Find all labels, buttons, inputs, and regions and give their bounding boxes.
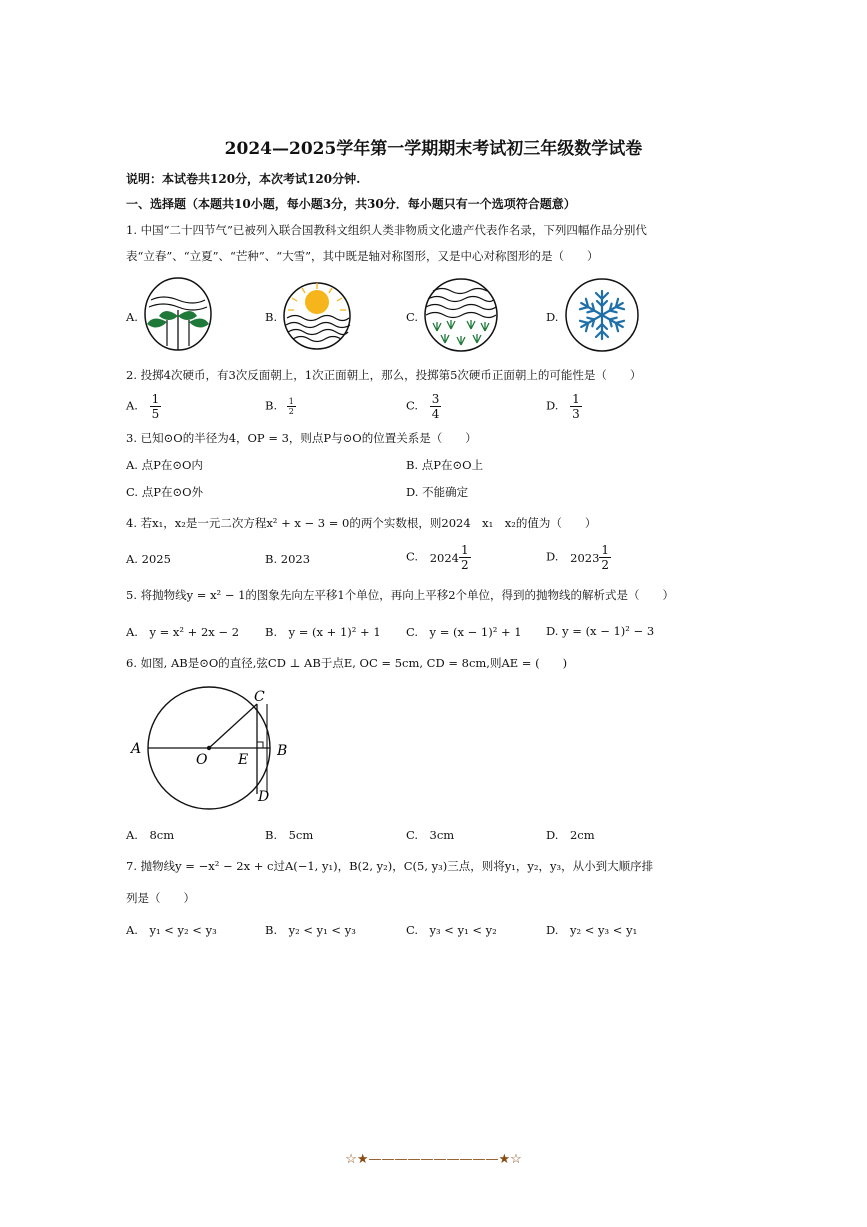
- label-b: B: [277, 743, 288, 759]
- question-6-stem: 6. 如图, AB是⊙O的直径,弦CD ⊥ AB于点E, OC = 5cm, CD = 8cm,则AE = ( ): [126, 656, 568, 670]
- question-7-line-2: 列是（ ）: [126, 891, 195, 905]
- q4-option-a[interactable]: [126, 552, 171, 566]
- q3-option-a[interactable]: A. 点P在⊙O内: [126, 458, 203, 472]
- question-2-stem: 2. 投掷4次硬币，有3次反面朝上，1次正面朝上，那么，投掷第5次硬币正面朝上的可能性是（ ）: [126, 368, 642, 382]
- q4-option-c[interactable]: [406, 543, 471, 572]
- question-3-stem: 3. 已知⊙O的半径为4，OP = 3，则点P与⊙O的位置关系是（ ）: [126, 431, 477, 445]
- label-e: E: [238, 752, 249, 768]
- lichun-sprout-icon: [143, 276, 213, 352]
- question-1-line-2: 表“立春”、“立夏”、“芒种”、“大雪”，其中既是轴对称图形，又是中心对称图形的是（ ）: [126, 249, 599, 263]
- fraction: $\frac{1}{2}$: [460, 543, 469, 572]
- question-5-stem: 5. 将抛物线y = x² − 1的图象先向左平移1个单位，再向上平移2个单位，得到的抛物线的解析式是（ ）: [126, 588, 675, 602]
- exam-title: 2024—2025学年第一学期期末考试初三年级数学试卷: [224, 139, 643, 159]
- q7-option-d[interactable]: D. y₂ < y₃ < y₁: [546, 923, 638, 937]
- q6-option-b[interactable]: B. 5cm: [265, 828, 314, 842]
- mixed-number-whole: 2023: [570, 550, 600, 565]
- label-a: A: [131, 741, 142, 757]
- option-label: D.: [546, 398, 559, 413]
- q5-option-d[interactable]: D. y = (x − 1)² − 3: [546, 624, 655, 638]
- daxue-snowflake-icon: [564, 277, 640, 353]
- label-c: C: [254, 689, 265, 705]
- q6-option-a[interactable]: A. 8cm: [126, 828, 175, 842]
- q2-option-b[interactable]: [265, 397, 296, 416]
- fraction: $\frac{1}{5}$: [151, 392, 160, 421]
- label-d: D: [258, 789, 270, 805]
- question-1-line-1: 1. 中国“二十四节气”已被列入联合国教科文组织人类非物质文化遗产代表作名录，下列四幅作品分别代: [126, 223, 647, 237]
- q7-option-c[interactable]: C. y₃ < y₁ < y₂: [406, 923, 497, 937]
- question-7-line-1: 7. 抛物线y = −x² − 2x + c过A(−1, y₁)，B(2, y₂)，C(5, y₃)三点，则将y₁，y₂，y₃，从小到大顺序排: [126, 859, 654, 873]
- q1-option-d[interactable]: D.: [546, 310, 559, 324]
- q5-option-c[interactable]: C. y = (x − 1)² + 1: [406, 625, 522, 639]
- option-label: D.: [546, 549, 559, 564]
- option-label: C.: [406, 398, 419, 413]
- fraction: $\frac{1}{2}$: [601, 543, 610, 572]
- section-heading: 一、选择题（本题共10小题，每小题3分，共30分．每小题只有一个选项符合题意）: [126, 197, 576, 211]
- q1-option-a[interactable]: A.: [126, 310, 138, 324]
- option-label: B.: [265, 398, 278, 413]
- option-label: B.: [265, 552, 278, 566]
- fraction: $\frac{3}{4}$: [431, 392, 440, 421]
- question-4-stem: 4. 若x₁，x₂是一元二次方程x² + x − 3 = 0的两个实数根，则2024 x₁ x₂的值为（ ）: [126, 516, 597, 530]
- q1-option-b[interactable]: B.: [265, 310, 278, 324]
- q2-option-a[interactable]: [126, 392, 161, 421]
- lixia-sun-icon: [282, 280, 352, 352]
- circle-diagram: [125, 685, 295, 815]
- option-label: A.: [126, 398, 138, 413]
- q7-option-a[interactable]: A. y₁ < y₂ < y₃: [126, 923, 217, 937]
- option-text: 2025: [141, 552, 171, 566]
- q1-option-c[interactable]: C.: [406, 310, 419, 324]
- fraction: $\frac{1}{3}$: [572, 392, 580, 421]
- q2-option-d[interactable]: [546, 392, 582, 421]
- option-label: A.: [126, 552, 138, 566]
- q4-option-d[interactable]: [546, 543, 611, 572]
- q7-option-b[interactable]: B. y₂ < y₁ < y₃: [265, 923, 356, 937]
- q3-option-d[interactable]: D. 不能确定: [406, 485, 469, 499]
- mangzhong-grain-icon: [423, 277, 499, 353]
- exam-note: 说明：本试卷共120分，本次考试120分钟.: [126, 172, 361, 186]
- q3-option-b[interactable]: B. 点P在⊙O上: [406, 458, 484, 472]
- q2-option-c[interactable]: [406, 392, 441, 421]
- q3-option-c[interactable]: C. 点P在⊙O外: [126, 485, 204, 499]
- q5-option-a[interactable]: A. y = x² + 2x − 2: [126, 625, 240, 639]
- label-o: O: [196, 752, 208, 768]
- fraction: $\frac{1}{2}$: [288, 397, 294, 416]
- option-label: C.: [406, 549, 419, 564]
- q4-option-b[interactable]: [265, 552, 310, 566]
- mixed-number-whole: 2024: [429, 550, 459, 565]
- q6-option-c[interactable]: C. 3cm: [406, 828, 455, 842]
- option-text: 2023: [280, 552, 311, 566]
- q6-option-d[interactable]: D. 2cm: [546, 828, 595, 842]
- q5-option-b[interactable]: B. y = (x + 1)² + 1: [265, 625, 381, 639]
- page-footer-decoration: ☆★——————————★☆: [345, 1152, 522, 1167]
